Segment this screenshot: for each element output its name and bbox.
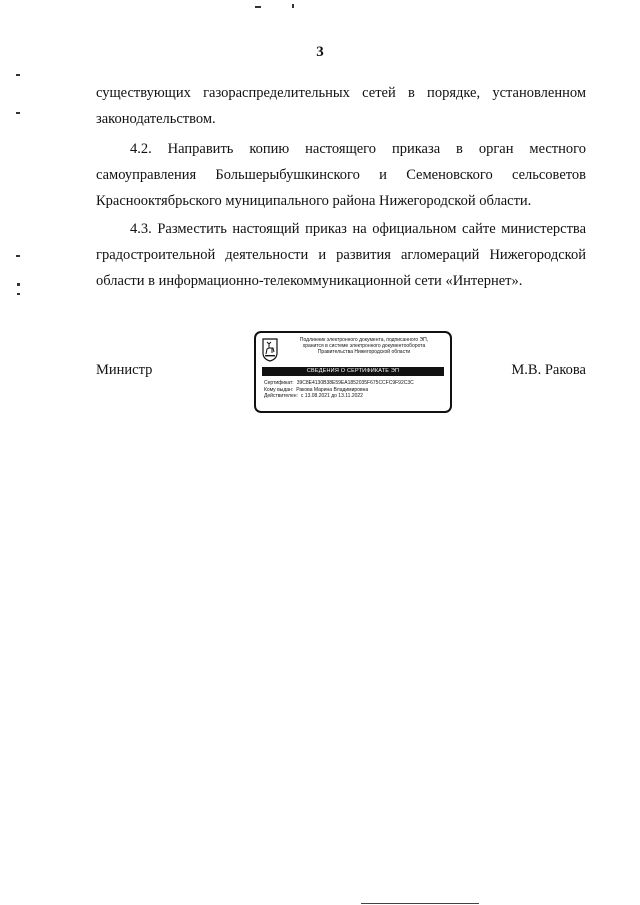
signatory-name: М.В. Ракова: [511, 362, 586, 378]
stamp-header-line: Правительства Нижегородской области: [317, 349, 411, 356]
scan-mark: [16, 112, 20, 114]
scan-mark: [17, 293, 20, 295]
paragraph-item-4-3: 4.3. Разместить настоящий приказ на официальном сайте министерства градостроительной деятельности и развития агломераций Нижегородской области в информационно-телекоммуникационной сети «Интернет».: [96, 221, 586, 289]
deer-emblem-icon: [262, 338, 278, 362]
footer-line: [361, 903, 479, 904]
stamp-header-line: хранится в системе электронного документооборота: [302, 343, 426, 350]
scan-mark: [17, 283, 20, 286]
signatory-position: Министр: [96, 362, 153, 378]
electronic-signature-stamp: [254, 331, 452, 413]
page-number: 3: [316, 44, 324, 60]
owner-label: Кому выдан:: [264, 386, 294, 393]
scan-mark: [255, 6, 261, 8]
scan-mark: [16, 255, 20, 257]
stamp-header: [282, 337, 446, 356]
certificate-label: Сертификат:: [264, 380, 294, 386]
stamp-header-line: Подлинник электронного документа, подписанного ЭП,: [299, 337, 429, 343]
stamp-certificate-bar: СВЕДЕНИЯ О СЕРТИФИКАТЕ ЭП: [262, 367, 444, 376]
stamp-details: [264, 380, 446, 400]
owner-value: Ракова Марина Владимировна: [296, 386, 369, 393]
validity-row: [264, 393, 446, 400]
validity-label: Действителен:: [264, 393, 298, 399]
paragraph-item-4-2: 4.2. Направить копию настоящего приказа в орган местного самоуправления Большерыбушкинского и Семеновского сельсоветов Краснооктябрьского муниципального района Нижегородской области.: [96, 141, 586, 209]
scan-mark: [16, 74, 20, 76]
certificate-value: 39C8E4130B38E59EA1852035F675CCFC9F92C3C: [296, 380, 414, 386]
validity-value: с 13.08.2021 до 13.11.2022: [300, 393, 363, 399]
paragraph-continuation: существующих газораспределительных сетей в порядке, установленном законодательством.: [96, 85, 586, 127]
scan-mark: [292, 4, 294, 8]
